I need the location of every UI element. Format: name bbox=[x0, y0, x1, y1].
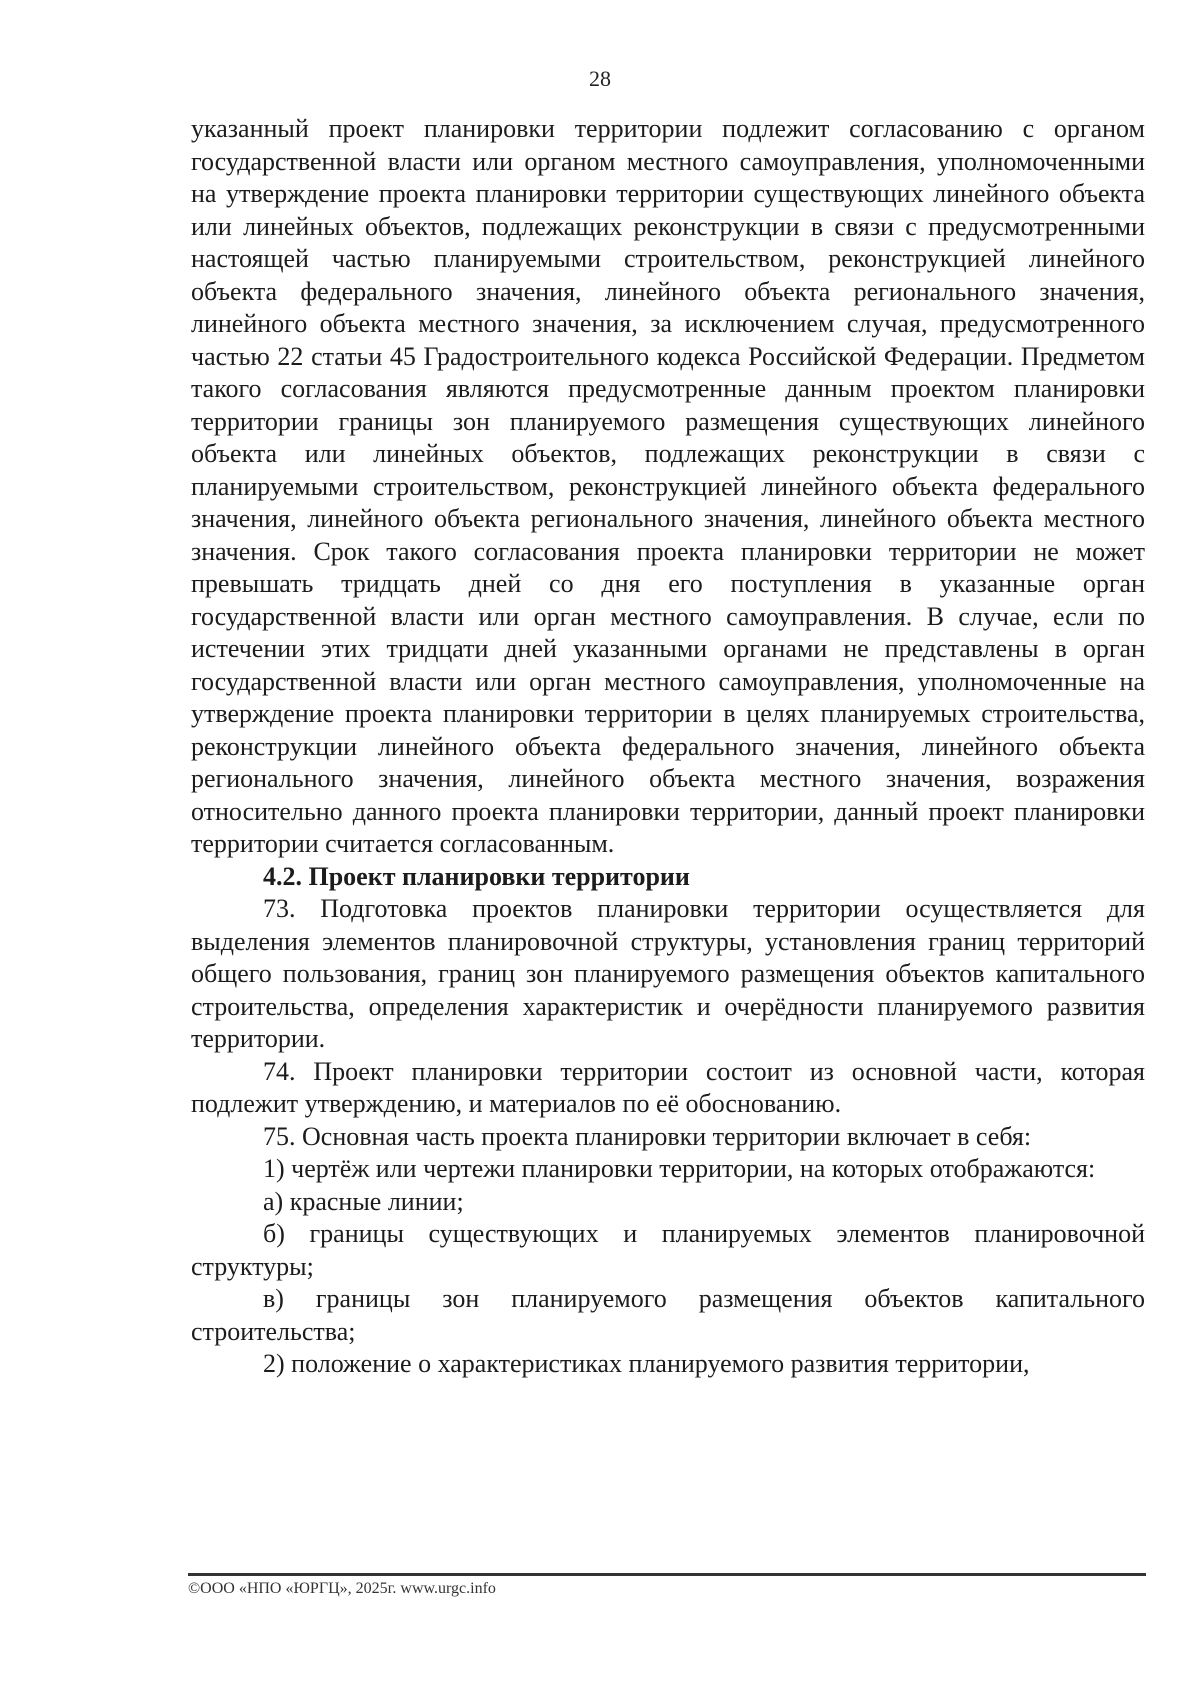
list-item-b: б) границы существующих и планируемых элементов планировочной структуры; bbox=[191, 1219, 1145, 1281]
paragraph-75: 75. Основная часть проекта планировки территории включает в себя: bbox=[263, 1121, 1032, 1151]
paragraph-73: 73. Подготовка проектов планировки территории осуществляется для выделения элементов планировочной структуры, установления границ территорий общего пользования, границ зон планируемого размещения объектов капитального строительства, определения характеристик и очерёдности планируемого развития территории. bbox=[191, 894, 1145, 1053]
list-item-a: а) красные линии; bbox=[263, 1186, 464, 1216]
continuation-paragraph: указанный проект планировки территории подлежит согласованию с органом государственной власти или органом местного самоуправления, уполномоченными на утверждение проекта планировки территории существующих линейного объекта или линейных объектов, подлежащих реконструкции в связи с предусмотренными настоящей частью планируемыми строительством, реконструкцией линейного объекта федерального значения, линейного объекта регионального значения, линейного объекта местного значения, за исключением случая, предусмотренного частью 22 статьи 45 Градостроительного кодекса Российской Федерации. Предметом такого согласования являются предусмотренные данным проектом планировки территории границы зон планируемого размещения существующих линейного объекта или линейных объектов, подлежащих реконструкции в связи с планируемыми строительством, реконструкцией линейного объекта федерального значения, линейного объекта регионального значения, линейного объекта местного значения. Срок такого согласования проекта планировки территории не может превышать тридцать дней со дня его поступления в указанные орган государственной власти или орган местного самоуправления. В случае, если по истечении этих тридцати дней указанными органами не представлены в орган государственной власти или орган местного самоуправления, уполномоченные на утверждение проекта планировки территории в целях планируемых строительства, реконструкции линейного объекта федерального значения, линейного объекта регионального значения, линейного объекта местного значения, возражения относительно данного проекта планировки территории, данный проект планировки территории считается согласованным. bbox=[191, 114, 1145, 858]
paragraph-74: 74. Проект планировки территории состоит из основной части, которая подлежит утверждению, и материалов по её обоснованию. bbox=[191, 1056, 1145, 1118]
footer-divider bbox=[188, 1573, 1146, 1576]
page-number: 28 bbox=[589, 66, 611, 91]
footer-copyright: ©ООО «НПО «ЮРГЦ», 2025г. www.urgc.info bbox=[188, 1580, 496, 1597]
section-heading: 4.2. Проект планировки территории bbox=[263, 861, 690, 891]
list-item-1: 1) чертёж или чертежи планировки территории, на которых отображаются: bbox=[263, 1154, 1096, 1183]
list-item-2: 2) положение о характеристиках планируемого развития территории, bbox=[263, 1349, 1030, 1378]
list-item-v: в) границы зон планируемого размещения объектов капитального строительства; bbox=[191, 1284, 1145, 1346]
body-text bbox=[191, 113, 1145, 1381]
